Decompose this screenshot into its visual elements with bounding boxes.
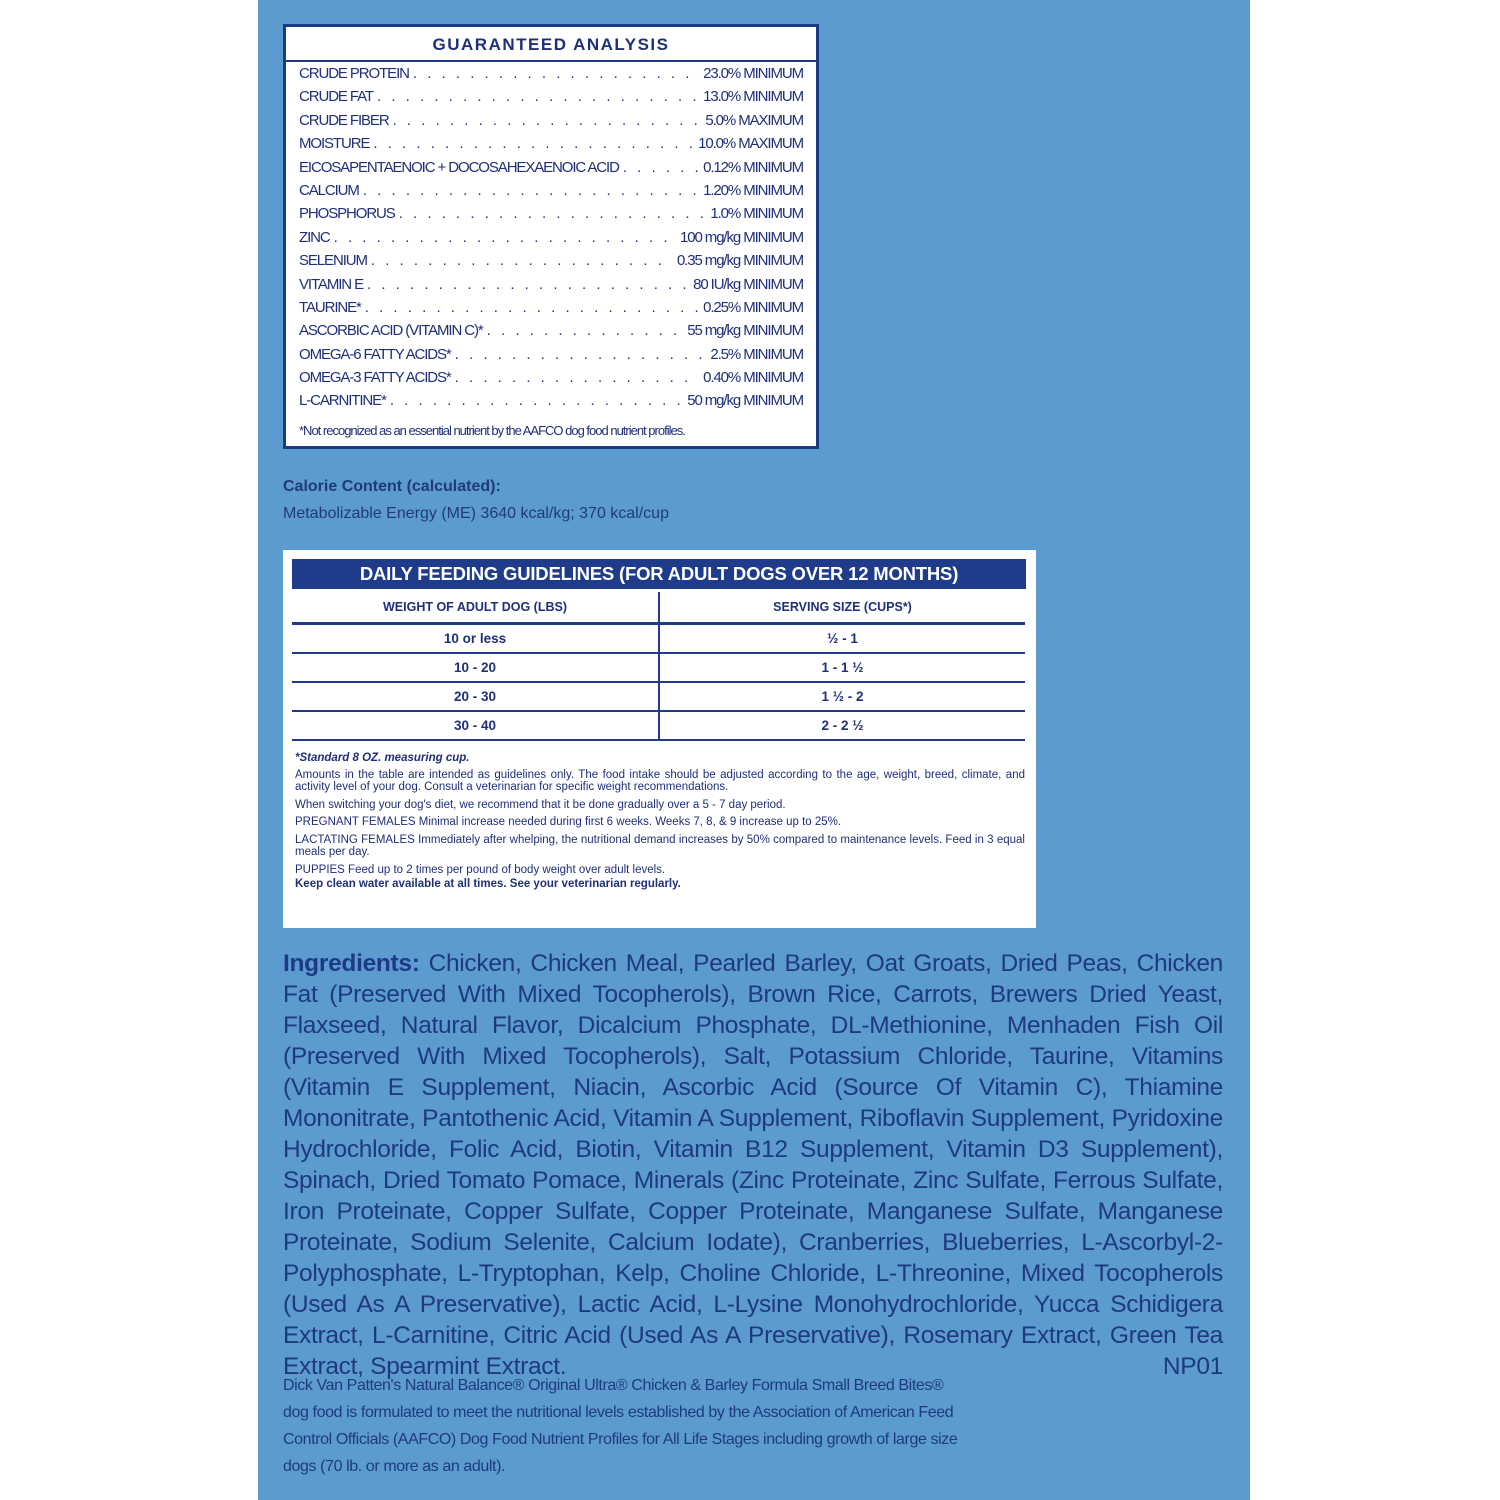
pregnant-note: PREGNANT FEMALES Minimal increase needed during first 6 weeks. Weeks 7, 8, & 9 increase up to 25%. [295, 816, 842, 828]
aafco-statement: Dick Van Patten's Natural Balance® Original Ultra® Chicken & Barley Formula Small Breed Bites® dog food is formulated to meet the nutritional levels established by the Association of American Feed Control Officials (AAFCO) Dog Food Nutrient Profiles for All Life Stages including growth of large size dogs (70 lb. or more as an adult). [283, 1377, 958, 1475]
calorie-content-label: Calorie Content (calculated): [283, 478, 501, 495]
analysis-row [299, 112, 803, 135]
nutrient-value: 0.40% MINIMUM [703, 369, 803, 387]
analysis-row [299, 322, 803, 345]
feeding-guidelines-box [283, 550, 1036, 928]
feeding-notes [295, 752, 1025, 896]
weight-cell: 10 or less [292, 624, 659, 654]
analysis-row [299, 229, 803, 252]
analysis-row [299, 346, 803, 369]
cup-note: *Standard 8 OZ. measuring cup. [295, 752, 470, 764]
analysis-row [299, 252, 803, 275]
analysis-row [299, 299, 803, 322]
dot-leader [365, 299, 699, 316]
guaranteed-analysis-title: GUARANTEED ANALYSIS [432, 35, 670, 54]
nutrient-name: CRUDE PROTEIN [299, 65, 409, 82]
weight-cell: 30 - 40 [292, 711, 659, 740]
nutrient-name: EICOSAPENTAENOIC + DOCOSAHEXAENOIC ACID [299, 158, 619, 176]
nutrient-value: 80 IU/kg MINIMUM [693, 275, 803, 293]
dot-leader [377, 88, 699, 105]
nutrient-name: ZINC [299, 228, 330, 246]
dot-leader [413, 65, 699, 82]
water-note: Keep clean water available at all times. See your veterinarian regularly. [295, 878, 681, 890]
dot-leader [455, 369, 699, 386]
nutrient-name: CALCIUM [299, 181, 359, 199]
serving-cell: ½ - 1 [659, 624, 1025, 654]
analysis-row [299, 65, 803, 88]
nutrient-name: ASCORBIC ACID (VITAMIN C)* [299, 322, 483, 340]
feeding-table [292, 592, 1025, 741]
nutrient-value: 0.35 mg/kg MINIMUM [676, 252, 803, 270]
nutrient-value: 10.0% MAXIMUM [698, 135, 803, 153]
nutrient-value: 55 mg/kg MINIMUM [687, 322, 803, 340]
serving-cell: 1 - 1 ½ [659, 653, 1025, 682]
analysis-row [299, 205, 803, 228]
ingredients-text: Chicken, Chicken Meal, Pearled Barley, Oat Groats, Dried Peas, Chicken Fat (Preserved With Mixed Tocopherols), Brown Rice, Carrots, Brewers Dried Yeast, Flaxseed, Natural Flavor, Dicalcium Phosphate, DL-Methionine, Menhaden Fish Oil (Preserved With Mixed Tocopherols), Salt, Potassium Chloride, Taurine, Vitamins (Vitamin E Supplement, Niacin, Ascorbic Acid (Source Of Vitamin C), Thiamine Mononitrate, Pantothenic Acid, Vitamin A Supplement, Riboflavin Supplement, Pyridoxine Hydrochloride, Folic Acid, Biotin, Vitamin B12 Supplement, Vitamin D3 Supplement), Spinach, Dried Tomato Pomace, Minerals (Zinc Proteinate, Zinc Sulfate, Ferrous Sulfate, Iron Proteinate, Copper Sulfate, Copper Proteinate, Manganese Sulfate, Manganese Proteinate, Sodium Selenite, Calcium Iodate), Cranberries, Blueberries, L-Ascorbyl-2-Polyphosphate, L-Tryptophan, Kelp, Choline Chloride, L-Threonine, Mixed Tocopherols (Used As A Preservative), Lactic Acid, L-Lysine Monohydrochloride, Yucca Schidigera Extract, L-Carnitine, Citric Acid (Used As A Preservative), Rosemary Extract, Green Tea Extract, Spearmint Extract. [283, 950, 1223, 1380]
calorie-content-value: Metabolizable Energy (ME) 3640 kcal/kg; 370 kcal/cup [283, 505, 669, 522]
table-row [292, 711, 1025, 740]
divider [286, 60, 816, 62]
dot-leader [623, 159, 699, 176]
dot-leader [367, 276, 689, 293]
nutrient-value: 23.0% MINIMUM [703, 65, 803, 82]
analysis-row [299, 88, 803, 111]
dot-leader [363, 182, 699, 199]
nutrient-name: TAURINE* [299, 298, 361, 316]
dot-leader [371, 252, 673, 269]
nutrient-name: SELENIUM [299, 252, 367, 270]
analysis-row [299, 159, 803, 182]
column-header-serving: SERVING SIZE (CUPS*) [659, 592, 1025, 624]
ingredients-paragraph [283, 948, 1223, 1382]
nutrient-name: CRUDE FAT [299, 88, 373, 106]
nutrient-value: 5.0% MAXIMUM [705, 111, 803, 129]
dot-leader [373, 135, 694, 152]
lactating-note: LACTATING FEMALES Immediately after whelping, the nutritional demand increases by 50% compared to maintenance levels. Feed in 3 equal meals per day. [295, 833, 1025, 858]
serving-cell: 2 - 2 ½ [659, 711, 1025, 740]
nutrient-name: MOISTURE [299, 135, 370, 153]
analysis-row [299, 369, 803, 392]
nutrient-name: CRUDE FIBER [299, 111, 389, 129]
nutrient-name: L-CARNITINE* [299, 392, 386, 410]
weight-cell: 10 - 20 [292, 653, 659, 682]
puppies-note: PUPPIES Feed up to 2 times per pound of body weight over adult levels. [295, 863, 666, 876]
feeding-guidelines-title: DAILY FEEDING GUIDELINES (FOR ADULT DOGS OVER 12 MONTHS) [292, 559, 1026, 589]
switching-note: When switching your dog's diet, we recommend that it be done gradually over a 5 - 7 day period. [295, 798, 786, 811]
nutrient-value: 100 mg/kg MINIMUM [680, 228, 803, 246]
dot-leader [334, 229, 676, 246]
dot-leader [390, 392, 683, 409]
nutrient-value: 1.0% MINIMUM [710, 205, 803, 223]
table-row [292, 624, 1025, 654]
nutrient-name: OMEGA-6 FATTY ACIDS* [299, 345, 451, 363]
dot-leader [455, 346, 707, 363]
product-code: NP01 [1162, 1353, 1223, 1380]
analysis-row [299, 182, 803, 205]
table-row [292, 682, 1025, 711]
nutrient-name: OMEGA-3 FATTY ACIDS* [299, 369, 451, 387]
nutrient-value: 13.0% MINIMUM [703, 88, 803, 106]
nutrient-value: 50 mg/kg MINIMUM [687, 392, 803, 410]
nutrient-value: 1.20% MINIMUM [703, 181, 803, 199]
table-header-row [292, 592, 1025, 624]
dot-leader [399, 205, 707, 222]
nutrient-value: 2.5% MINIMUM [710, 345, 803, 363]
weight-cell: 20 - 30 [292, 682, 659, 711]
analysis-row [299, 276, 803, 299]
nutrient-name: VITAMIN E [299, 275, 363, 293]
nutrient-value: 0.25% MINIMUM [703, 298, 803, 316]
analysis-row [299, 135, 803, 158]
nutrient-value: 0.12% MINIMUM [703, 158, 803, 176]
analysis-row [299, 392, 803, 415]
nutrient-name: PHOSPHORUS [299, 205, 395, 223]
dot-leader [487, 322, 684, 339]
amounts-note: Amounts in the table are intended as guidelines only. The food intake should be adjusted according to the age, weight, breed, climate, and activity level of your dog. Consult a veterinarian for specific weight recommendations. [295, 768, 1025, 793]
serving-cell: 1 ½ - 2 [659, 682, 1025, 711]
guaranteed-analysis-list [299, 65, 803, 416]
table-row [292, 653, 1025, 682]
ingredients-label: Ingredients: [283, 950, 420, 977]
guaranteed-analysis-box [283, 24, 819, 449]
analysis-footnote: *Not recognized as an essential nutrient by the AAFCO dog food nutrient profiles. [299, 423, 685, 438]
column-header-weight: WEIGHT OF ADULT DOG (LBS) [292, 592, 659, 624]
dot-leader [393, 112, 702, 129]
